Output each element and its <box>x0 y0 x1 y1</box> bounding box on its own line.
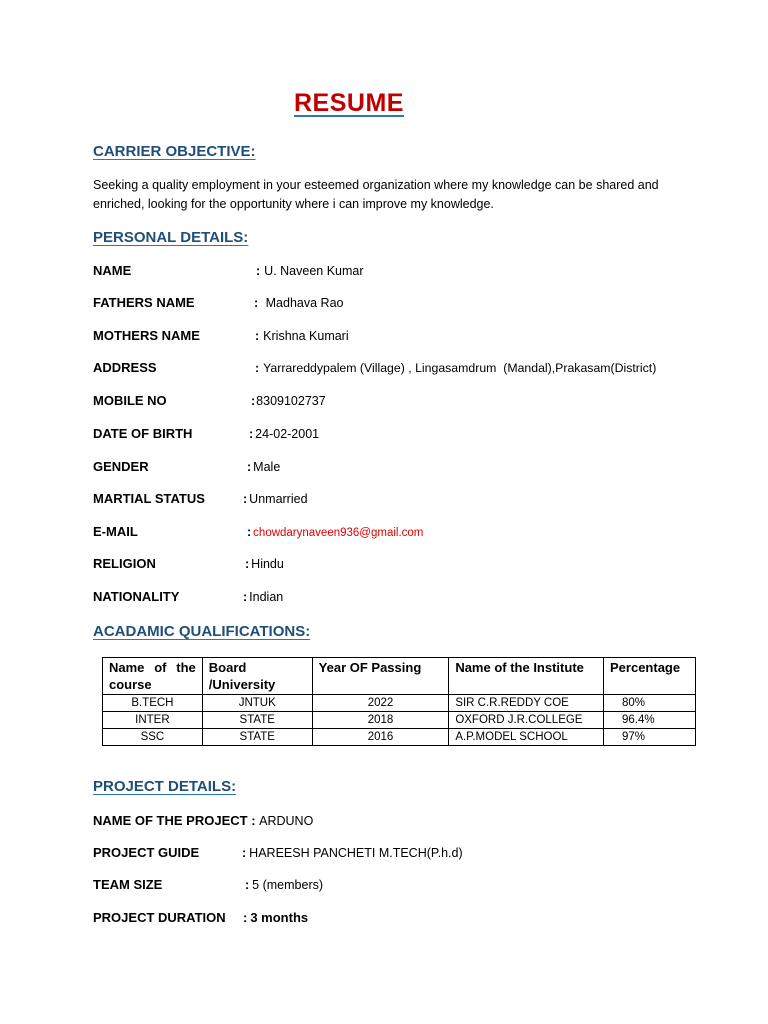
header-institute-text: Name of the Institute <box>455 660 584 675</box>
value-martial-status: : Unmarried <box>243 492 308 506</box>
table-header-row <box>103 658 696 695</box>
value-religion: : Hindu <box>245 557 284 571</box>
table-row <box>103 695 696 712</box>
value-nationality-text: Indian <box>249 590 284 604</box>
value-fathers-name-text: Madhava Rao <box>262 296 344 310</box>
cell-course: SSC <box>103 729 203 746</box>
label-religion: RELIGION <box>93 556 156 571</box>
value-team-size-text: 5 (members) <box>252 878 324 892</box>
value-martial-status-text: Unmarried <box>249 492 308 506</box>
cell-year: 2022 <box>312 695 449 712</box>
academic-qualifications-heading: ACADAMIC QUALIFICATIONS: <box>93 623 311 640</box>
value-project-duration-text: 3 months <box>250 910 309 925</box>
header-percentage-text: Percentage <box>610 660 681 675</box>
value-name-text: U. Naveen Kumar <box>264 264 364 278</box>
header-course-text: Name of the course <box>109 660 196 692</box>
carrier-objective-text: Seeking a quality employment in your esteemed organization where my knowledge can be shared and enriched, looking for the opportunity where i can improve my knowledge. <box>93 178 659 211</box>
label-project-guide: PROJECT GUIDE <box>93 845 200 860</box>
project-details-heading: PROJECT DETAILS: <box>93 778 237 795</box>
value-name: : U. Naveen Kumar <box>256 264 364 278</box>
header-institute <box>449 658 604 695</box>
value-email: : chowdarynaveen936@gmail.com <box>247 525 424 539</box>
value-project-duration: : 3 months <box>243 910 309 925</box>
value-project-guide: : HAREESH PANCHETI M.TECH(P.h.d) <box>242 846 463 860</box>
cell-percentage: 97% <box>604 729 696 746</box>
label-project-name: NAME OF THE PROJECT <box>93 813 248 828</box>
value-mothers-name: : Krishna Kumari <box>255 329 349 343</box>
cell-board: STATE <box>202 712 312 729</box>
label-name: NAME <box>93 263 132 278</box>
header-year-text: Year OF Passing <box>318 660 422 675</box>
label-date-of-birth: DATE OF BIRTH <box>93 426 193 441</box>
resume-title: RESUME <box>294 89 404 117</box>
label-mobile-no: MOBILE NO <box>93 393 167 408</box>
label-martial-status: MARTIAL STATUS <box>93 491 205 506</box>
value-religion-text: Hindu <box>251 557 284 571</box>
cell-percentage: 80% <box>604 695 696 712</box>
label-email: E-MAIL <box>93 524 138 539</box>
label-gender: GENDER <box>93 459 149 474</box>
value-date-of-birth-text: 24-02-2001 <box>255 427 320 441</box>
header-year <box>312 658 449 695</box>
value-address-text: Yarrareddypalem (Village) , Lingasamdrum (Mandal),Prakasam(District) <box>263 361 657 375</box>
qualifications-table <box>102 657 696 746</box>
cell-institute: SIR C.R.REDDY COE <box>449 695 604 712</box>
cell-institute: OXFORD J.R.COLLEGE <box>449 712 604 729</box>
cell-course: B.TECH <box>103 695 203 712</box>
cell-year: 2018 <box>312 712 449 729</box>
cell-institute: A.P.MODEL SCHOOL <box>449 729 604 746</box>
value-mobile-no: :8309102737 <box>251 394 326 408</box>
value-fathers-name: : Madhava Rao <box>254 296 344 310</box>
cell-year: 2016 <box>312 729 449 746</box>
value-team-size: : 5 (members) <box>245 878 324 892</box>
header-course <box>103 658 203 695</box>
value-nationality: : Indian <box>243 590 284 604</box>
value-mobile-no-text: 8309102737 <box>256 394 326 408</box>
table-row <box>103 729 696 746</box>
label-project-duration: PROJECT DURATION <box>93 910 226 925</box>
value-mothers-name-text: Krishna Kumari <box>263 329 349 343</box>
cell-course: INTER <box>103 712 203 729</box>
personal-details-heading: PERSONAL DETAILS: <box>93 229 249 246</box>
value-address: : Yarrareddypalem (Village) , Lingasamdrum (Mandal),Prakasam(District) <box>255 361 657 375</box>
label-mothers-name: MOTHERS NAME <box>93 328 200 343</box>
label-address: ADDRESS <box>93 360 157 375</box>
header-board-text: Board /University <box>208 660 276 692</box>
value-gender: : Male <box>247 460 281 474</box>
value-project-name: ARDUNO <box>259 814 314 828</box>
table-row <box>103 712 696 729</box>
label-team-size: TEAM SIZE <box>93 877 163 892</box>
email-link[interactable]: chowdarynaveen936@gmail.com <box>253 527 424 539</box>
carrier-objective-heading: CARRIER OBJECTIVE: <box>93 143 256 160</box>
value-date-of-birth: : 24-02-2001 <box>249 427 320 441</box>
value-gender-text: Male <box>253 460 281 474</box>
cell-board: JNTUK <box>202 695 312 712</box>
header-percentage <box>604 658 696 695</box>
project-name-row: NAME OF THE PROJECT : ARDUNO <box>93 813 314 828</box>
cell-board: STATE <box>202 729 312 746</box>
value-project-guide-text: HAREESH PANCHETI M.TECH(P.h.d) <box>249 846 463 860</box>
cell-percentage: 96.4% <box>604 712 696 729</box>
label-fathers-name: FATHERS NAME <box>93 295 195 310</box>
label-nationality: NATIONALITY <box>93 589 180 604</box>
header-board <box>202 658 312 695</box>
